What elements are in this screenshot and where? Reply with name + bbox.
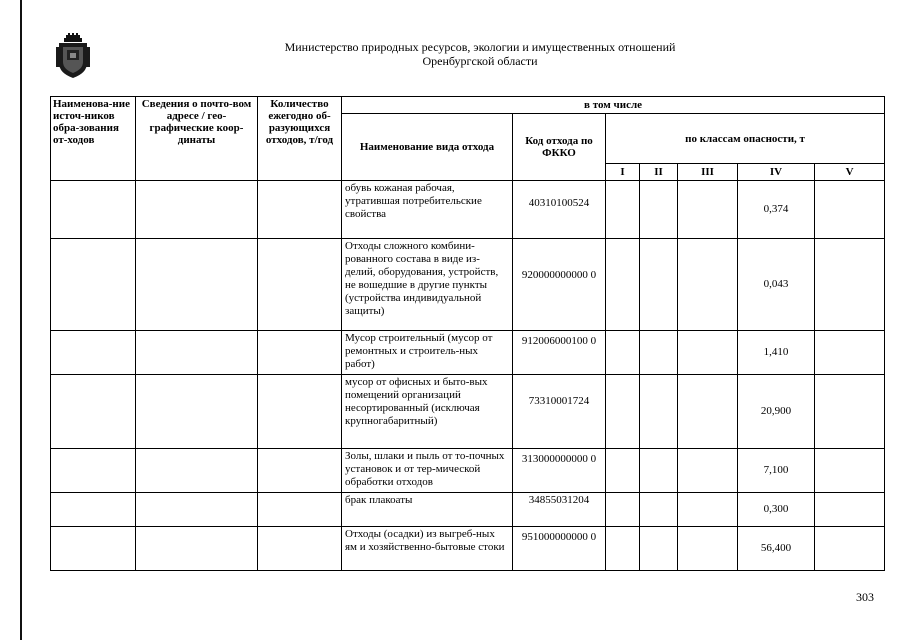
cell-source: [51, 527, 136, 571]
cell-class-iv: 0,043: [738, 239, 815, 331]
cell-class-iii: [678, 239, 738, 331]
cell-quantity: [258, 493, 342, 527]
header-class-v: V: [815, 164, 885, 181]
header-region: Оренбургской области: [422, 54, 538, 68]
page-left-border: [20, 0, 22, 640]
cell-class-i: [606, 527, 640, 571]
cell-class-iii: [678, 493, 738, 527]
cell-waste-name: Мусор строительный (мусор от ремонтных и строитель-ных работ): [342, 331, 513, 375]
cell-source: [51, 181, 136, 239]
cell-fkko: 920000000000 0: [513, 239, 606, 331]
table-row: [51, 493, 885, 527]
cell-class-iii: [678, 181, 738, 239]
header-class-ii: II: [640, 164, 678, 181]
header-including: в том числе: [342, 97, 885, 114]
cell-source: [51, 331, 136, 375]
header-address: Сведения о почто-вом адресе / гео-графические коор-динаты: [136, 97, 258, 181]
page-number: 303: [856, 590, 874, 604]
cell-fkko: 34855031204: [513, 493, 606, 527]
table-row: [51, 239, 885, 331]
table-row: [51, 375, 885, 449]
cell-class-iv: 1,410: [738, 331, 815, 375]
cell-class-iii: [678, 527, 738, 571]
cell-class-ii: [640, 331, 678, 375]
cell-class-iii: [678, 449, 738, 493]
cell-quantity: [258, 375, 342, 449]
cell-class-v: [815, 331, 885, 375]
header-ministry: Министерство природных ресурсов, экологии и имущественных отношений: [284, 40, 676, 54]
cell-class-v: [815, 375, 885, 449]
header-source-name: Наименова-ние источ-ников обра-зования от-ходов: [51, 97, 136, 181]
cell-class-v: [815, 181, 885, 239]
cell-waste-name: Золы, шлаки и пыль от то-почных установок и от тер-мической обработки отходов: [342, 449, 513, 493]
cell-source: [51, 239, 136, 331]
header-quantity: Количество ежегодно об-разующихся отходов, т/год: [258, 97, 342, 181]
header-class-iv: IV: [738, 164, 815, 181]
cell-fkko: 951000000000 0: [513, 527, 606, 571]
cell-waste-name: мусор от офисных и быто-вых помещений организаций несортированный (исключая крупногабаритный): [342, 375, 513, 449]
cell-class-i: [606, 449, 640, 493]
cell-quantity: [258, 527, 342, 571]
cell-quantity: [258, 449, 342, 493]
cell-class-iv: 56,400: [738, 527, 815, 571]
cell-quantity: [258, 181, 342, 239]
cell-class-ii: [640, 375, 678, 449]
header-class-iii: III: [678, 164, 738, 181]
cell-address: [136, 449, 258, 493]
header-class-i: I: [606, 164, 640, 181]
cell-class-v: [815, 527, 885, 571]
cell-class-i: [606, 493, 640, 527]
table-row: [51, 181, 885, 239]
cell-address: [136, 375, 258, 449]
cell-quantity: [258, 239, 342, 331]
cell-class-ii: [640, 239, 678, 331]
coat-of-arms-icon: [56, 33, 90, 79]
cell-class-i: [606, 181, 640, 239]
waste-table: [50, 96, 885, 571]
cell-address: [136, 331, 258, 375]
cell-source: [51, 449, 136, 493]
header-waste-name: Наименование вида отхода: [342, 114, 513, 181]
cell-class-iii: [678, 331, 738, 375]
cell-class-v: [815, 449, 885, 493]
cell-class-iv: 0,374: [738, 181, 815, 239]
header-hazard-classes: по классам опасности, т: [606, 114, 885, 164]
cell-class-i: [606, 331, 640, 375]
cell-quantity: [258, 331, 342, 375]
table-row: [51, 449, 885, 493]
cell-fkko: 912006000100 0: [513, 331, 606, 375]
cell-class-iii: [678, 375, 738, 449]
cell-source: [51, 493, 136, 527]
cell-class-iv: 7,100: [738, 449, 815, 493]
cell-address: [136, 493, 258, 527]
cell-source: [51, 375, 136, 449]
cell-class-v: [815, 239, 885, 331]
header-fkko: Код отхода по ФККО: [513, 114, 606, 181]
cell-class-i: [606, 239, 640, 331]
cell-class-ii: [640, 449, 678, 493]
header-row-1: [51, 97, 885, 114]
cell-class-ii: [640, 493, 678, 527]
cell-fkko: 313000000000 0: [513, 449, 606, 493]
cell-class-iv: 0,300: [738, 493, 815, 527]
cell-class-i: [606, 375, 640, 449]
cell-fkko: 40310100524: [513, 181, 606, 239]
cell-address: [136, 239, 258, 331]
cell-waste-name: брак плакоаты: [342, 493, 513, 527]
cell-class-v: [815, 493, 885, 527]
cell-address: [136, 181, 258, 239]
cell-class-ii: [640, 181, 678, 239]
cell-waste-name: Отходы сложного комбини-рованного состава в виде из-делий, оборудования, устройств, не вошедшие в другие пункты (устройства индивидуальной защиты): [342, 239, 513, 331]
cell-waste-name: Отходы (осадки) из выгреб-ных ям и хозяйственно-бытовые стоки: [342, 527, 513, 571]
cell-class-iv: 20,900: [738, 375, 815, 449]
table-row: [51, 331, 885, 375]
document-header: [230, 40, 730, 68]
cell-fkko: 73310001724: [513, 375, 606, 449]
cell-class-ii: [640, 527, 678, 571]
cell-waste-name: обувь кожаная рабочая, утратившая потребительские свойства: [342, 181, 513, 239]
cell-address: [136, 527, 258, 571]
table-row: [51, 527, 885, 571]
